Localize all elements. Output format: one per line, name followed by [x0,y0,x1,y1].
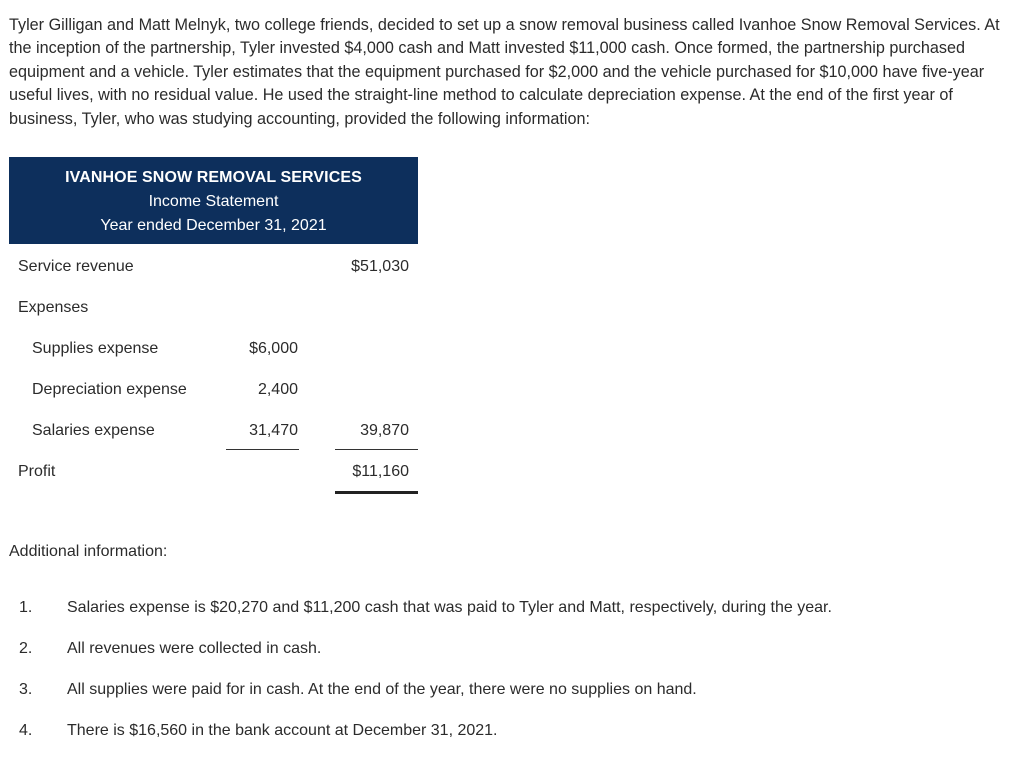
list-item-text: There is $16,560 in the bank account at December 31, 2021. [67,722,498,739]
depreciation-expense-amount: 2,400 [257,381,298,398]
list-item-text: All supplies were paid for in cash. At the end of the year, there were no supplies on hand. [67,681,697,698]
supplies-expense-label: Supplies expense [32,340,159,357]
supplies-expense-amount: $6,000 [249,340,298,357]
list-item [0,681,1024,722]
total-expenses-amount: 39,870 [360,422,409,439]
depreciation-expense-label: Depreciation expense [32,381,187,398]
list-item [0,599,1024,640]
list-item [0,722,1024,763]
company-name: IVANHOE SNOW REMOVAL SERVICES [65,169,362,186]
list-item-number: 2. [19,640,33,657]
problem-intro-paragraph: Tyler Gilligan and Matt Melnyk, two college friends, decided to set up a snow removal business called Ivanhoe Snow Removal Services. At the inception of the partnership, Tyler invested $4,000 cash and Matt invested $11,000 cash. Once formed, the partnership purchased equipment and a vehicle. Tyler estimates that the equipment purchased for $2,000 and the vehicle purchased for $10,000 have five-year useful lives, with no residual value. He used the straight-line method to calculate depreciation expense. At the end of the first year of business, Tyler, who was studying accounting, provided the following information: [9,16,1000,128]
profit-row [9,449,418,490]
income-statement [9,157,418,490]
list-item-number: 4. [19,722,33,739]
expenses-heading-row [9,285,418,326]
service-revenue-row [9,244,418,285]
additional-information-list [0,599,1024,763]
service-revenue-amount: $51,030 [351,258,409,275]
list-item-text: Salaries expense is $20,270 and $11,200 cash that was paid to Tyler and Matt, respectively, during the year. [67,599,832,616]
list-item-text: All revenues were collected in cash. [67,640,322,657]
list-item-number: 3. [19,681,33,698]
list-item [0,640,1024,681]
statement-period: Year ended December 31, 2021 [100,217,327,234]
supplies-expense-row [9,326,418,367]
expenses-subtotal-underline [226,449,299,450]
additional-information-heading: Additional information: [9,543,168,560]
expenses-label: Expenses [18,299,89,316]
profit-double-underline [335,491,418,494]
salaries-expense-row [9,408,418,449]
salaries-expense-label: Salaries expense [32,422,155,439]
profit-amount: $11,160 [352,463,409,480]
income-statement-header [9,157,418,244]
salaries-expense-amount: 31,470 [249,422,298,439]
total-expenses-underline [335,449,418,450]
statement-title: Income Statement [148,193,279,210]
profit-label: Profit [18,463,56,480]
depreciation-expense-row [9,367,418,408]
list-item-number: 1. [19,599,33,616]
service-revenue-label: Service revenue [18,258,134,275]
